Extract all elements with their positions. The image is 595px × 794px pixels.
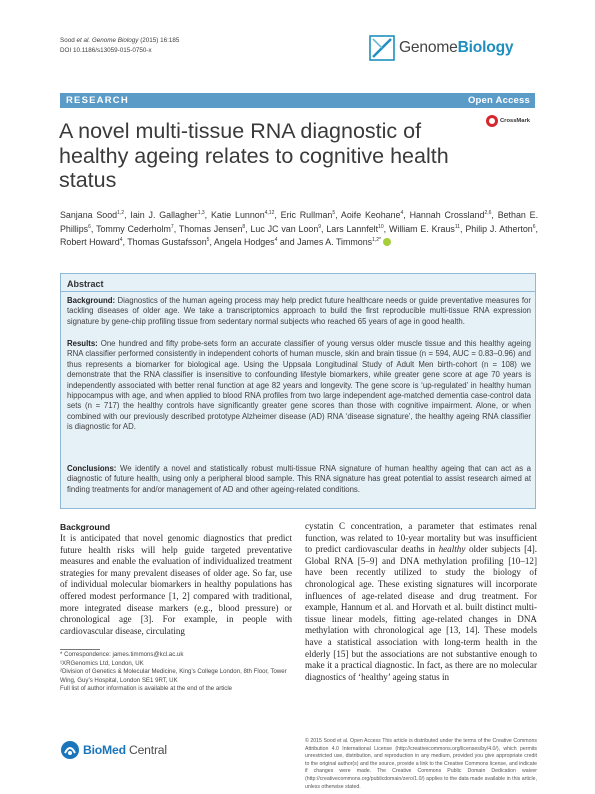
citation-authors: Sood (60, 37, 75, 44)
author-name: William E. Kraus (388, 223, 455, 234)
abstract-box (60, 273, 536, 509)
author-name: James A. Timmons (297, 237, 373, 248)
biomed-central-logo-icon (60, 740, 80, 760)
background-heading: Background (60, 522, 111, 532)
abstract-conclusions (67, 464, 531, 495)
author-affiliation-marker: 2,6 (484, 210, 492, 217)
author-name: Sanjana Sood (60, 210, 118, 220)
biomed-central-logo[interactable] (60, 740, 167, 760)
author-entry[interactable] (179, 224, 245, 234)
crossmark-label: CrossMark (500, 118, 530, 124)
author-entry[interactable] (281, 210, 335, 220)
author-affiliation-marker: 4,12 (264, 210, 275, 217)
author-affiliation-marker: 6 (532, 223, 536, 230)
abstract-background-label: Background: (67, 296, 116, 305)
biomed-central-wordmark: BioMed Central (83, 743, 167, 757)
author-entry[interactable] (130, 210, 204, 220)
citation-year-volume: (2015) 16:185 (140, 37, 180, 44)
abstract-divider (61, 291, 535, 292)
author-name: Robert Howard (60, 237, 120, 248)
author-affiliation-marker: 4 (119, 237, 123, 244)
body-right-column: cystatin C concentration, a parameter that estimates renal function, was related to 10-year mortality but was insufficient to predict cardiovascular deaths in healthy older subjects [4]. Global RNA [5–9] and DNA methylation profiling [10–12] have been recently utilized to study the biology of chronological age. These existing signatures will incorporate influences of age-related disease and drug treatment. For example, Hannum et al. and Horvath et al. built distinct multi-tissue linear models, fitting age-related changes in DNA methylation with chronological age [13, 14]. These models have a statistical association with long-term health in the elderly [15] but the associations are not substantive enough to make it a practical diagnostic. In fact, as there are no molecular diagnostics of ‘healthy’ ageing status in (305, 521, 537, 682)
author-name: Tommy Cederholm (96, 223, 171, 234)
author-affiliation-marker: 4 (274, 237, 278, 244)
citation-doi[interactable]: DOI 10.1186/s13059-015-0750-x (60, 46, 152, 54)
emphasis-healthy: healthy (438, 544, 466, 555)
author-entry[interactable] (341, 210, 403, 220)
author-affiliation-marker: 4 (400, 210, 404, 217)
article-type-banner (60, 93, 535, 108)
abstract-conclusions-label: Conclusions: (67, 464, 117, 473)
author-name: Thomas Gustafsson (127, 237, 207, 248)
footnote-divider (60, 649, 100, 650)
author-name: Lars Lannfelt (326, 223, 379, 234)
author-affiliation-marker: 6 (88, 223, 91, 230)
genome-biology-logo-icon (369, 35, 395, 61)
abstract-background-text: Diagnostics of the human ageing process may help predict future healthcare needs or guide preventative measures for tackling diseases of older age. We take a transcriptomics approach to build the first reproducible multi-tissue RNA expression signature by gene-chip profiling tissue from sedentary normal subjects who reached 65 years of age in good health. (67, 296, 531, 326)
author-name: Hannah Crossland (409, 210, 485, 220)
author-list: Sanjana Sood$^{1,2}$, Iain J. Gallagher$^{1,3}$, Katie Lunnon$^{4,12}$, Eric Rullman$^5$, Aoife Keohane$^4$, Hannah Crossland$^{2,6}$, Bethan E. Phillips$^6$, Tommy Cederholm$^7$, Thomas Jensen$^8$, Luc JC van Loon$^9$, Lars Lannfelt$^{10}$, William E. Kraus$^{11}$, Philip J. Atherton$^6$, Robert Howard$^4$, Thomas Gustafsson$^5$, Angela Hodges$^4$ and James A. Timmons$^{1,2*}$ (60, 210, 539, 248)
abstract-conclusions-text: We identify a novel and statistically robust multi-tissue RNA signature of human healthy ageing that can act as a diagnostic of future health, using only a peripheral blood sample. This RNA signature has great potential to assist research aimed at finding treatments for and/or management of AD and other ageing-related conditions. (67, 464, 532, 494)
author-affiliation-marker: 7 (170, 223, 174, 230)
author-name: Iain J. Gallagher (130, 210, 198, 220)
citation-journal: Genome Biology (91, 37, 139, 44)
abstract-results-text: One hundred and fifty probe-sets form an accurate classifier of young versus older muscle tissue and this healthy ageing RNA classifier performed consistently in independent cohorts of human muscle, skin and brain tissue (n = 594, AUC = 0.83–0.96) and thus represents a biomarker for biological age. Using the Uppsala Longitudinal Study of Adult Men birth-cohort (n = 108) we demonstrate that the RNA classifier is insensitive to confounding lifestyle biomarkers, while greater gene score at age 70 years is independently associated with better renal function at age 82 years and longevity. The gene score is ‘up-regulated’ in healthy human hippocampus with age, and when applied to blood RNA profiles from two large independent age-matched dementia case-control data sets (n = 717) the healthy controls have significantly greater gene scores than those with cognitive impairment. Alone, or when combined with our previously described prototype Alzheimer disease (AD) RNA ‘disease signature’, the healthy ageing RNA classifier is diagnostic for AD. (67, 339, 531, 432)
author-name: Angela Hodges (213, 237, 275, 248)
author-entry[interactable] (127, 237, 209, 247)
body-left-column: It is anticipated that novel genomic diagnostics that predict future health risks will help guide targeted preventative measures and enable the evaluation of individualized treatment strategies for many prevalent diseases of older age. So far, use of individual molecular biomarkers in healthy populations has offered modest performance [1, 2] compared with traditional, more integrated disease markers (e.g., blood pressure) or chronological age [3]. For example, in people with cardiovascular disease, circulating (60, 533, 292, 636)
author-entry[interactable] (211, 210, 274, 220)
journal-citation (60, 36, 179, 55)
citation-etal: et al. (76, 37, 91, 44)
author-entry[interactable] (465, 224, 535, 234)
author-name: Katie Lunnon (210, 210, 265, 220)
author-entry[interactable] (297, 237, 381, 247)
author-entry[interactable] (96, 224, 174, 234)
article-title: A novel multi-tissue RNA diagnostic of healthy ageing relates to cognitive health status (59, 119, 449, 192)
crossmark-icon (486, 115, 498, 127)
orcid-icon[interactable] (383, 238, 391, 246)
author-affiliation-marker: 5 (332, 210, 336, 217)
author-name: Eric Rullman (280, 210, 333, 220)
genome-biology-wordmark: GenomeBiology (399, 39, 514, 56)
author-affiliation-marker: 5 (206, 237, 210, 244)
author-affiliation-marker: 8 (242, 223, 246, 230)
author-entry[interactable] (60, 210, 124, 220)
abstract-background (67, 296, 531, 327)
author-name: Aoife Keohane (340, 210, 401, 220)
footnote-affiliation-1: ¹XRGenomics Ltd, London, UK (60, 659, 144, 667)
abstract-results (67, 339, 531, 433)
author-affiliation-marker: 1,2 (117, 210, 125, 217)
article-type-label: RESEARCH (66, 95, 129, 106)
open-access-label: Open Access (467, 95, 530, 106)
license-statement: © 2015 Sood et al. Open Access This article is distributed under the terms of the Creative Commons Attribution 4.0 International License (http://creativecommons.org/licenses/by/4.0/), which permits unrestricted use, distribution, and reproduction in any medium, provided you give appropriate credit to the original author(s) and the source, provide a link to the Creative Commons license, and indicate if changes were made. The Creative Commons Public Domain Dedication waiver (http://creativecommons.org/publicdomain/zero/1.0/) applies to the data made available in this article, unless otherwise stated. (305, 738, 537, 790)
author-name: Philip J. Atherton (465, 223, 533, 234)
crossmark-badge[interactable] (486, 115, 530, 127)
author-entry[interactable] (410, 210, 492, 220)
author-entry[interactable] (214, 237, 277, 247)
author-entry[interactable] (60, 237, 122, 247)
author-affiliation-marker: 10 (378, 223, 384, 230)
author-name: Luc JC van Loon (250, 223, 319, 234)
author-affiliation-marker: 9 (318, 223, 322, 230)
author-entry[interactable] (251, 224, 322, 234)
author-name: Thomas Jensen (178, 223, 243, 234)
author-entry[interactable] (326, 224, 383, 234)
author-name: Bethan E. Phillips (60, 210, 539, 234)
abstract-results-label: Results: (67, 339, 98, 348)
author-affiliation-marker: 11 (454, 223, 461, 230)
abstract-heading: Abstract (67, 279, 104, 289)
author-affiliation-marker: 1,2* (372, 237, 382, 244)
author-entry[interactable] (389, 224, 460, 234)
footnote-affiliation-2: ²Division of Genetics & Molecular Medicine, King’s College London, 8th Floor, Tower Wing, Guy’s Hospital, London SE1 9RT, UK (60, 668, 287, 684)
genome-biology-logo[interactable] (369, 33, 513, 63)
footnotes (60, 651, 295, 694)
author-affiliation-marker: 1,3 (197, 210, 205, 217)
footnote-correspondence[interactable]: * Correspondence: james.timmons@kcl.ac.uk (60, 651, 184, 658)
footnote-full-list: Full list of author information is available at the end of the article (60, 685, 233, 692)
